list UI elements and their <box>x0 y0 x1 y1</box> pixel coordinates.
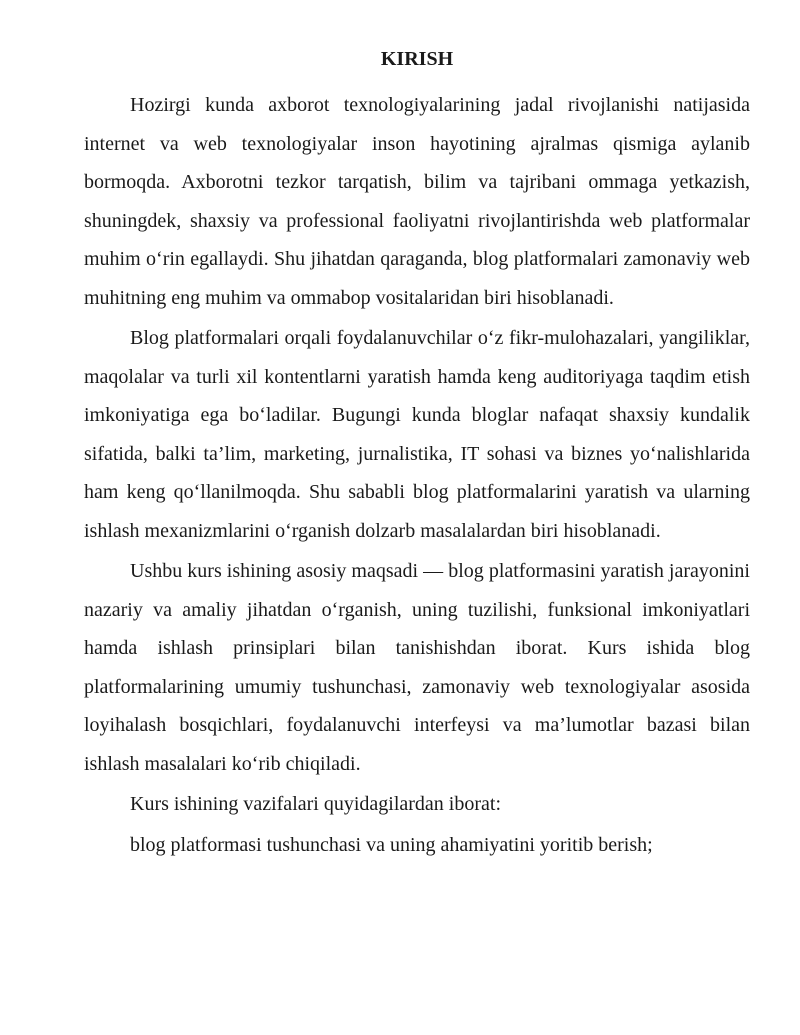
paragraph-task-item: blog platformasi tushunchasi va uning ahamiyatini yoritib berish; <box>130 833 653 856</box>
paragraph-intro: Hozirgi kunda axborot texnologiyalarining jadal rivojlanishi natijasida internet va web texnologiyalar inson hayotining ajralmas qismiga aylanib bormoqda. Axborotni tezkor tarqatish, bilim va tajribani ommaga yetkazish, shuningdek, shaxsiy va professional faoliyatni rivojlantirishda web platformalar muhim o‘rin egallaydi. Shu jihatdan qaraganda, blog platformalari zamonaviy web muhitning eng muhim va ommabop vositalaridan biri hisoblanadi. <box>84 94 750 309</box>
paragraph-course-goal: Ushbu kurs ishining asosiy maqsadi — blog platformasini yaratish jarayonini nazariy va amaliy jihatdan o‘rganish, uning tuzilishi, funksional imkoniyatlari hamda ishlash prinsiplari bilan tanishishdan iborat. Kurs ishida blog platformalarining umumiy tushunchasi, zamonaviy web texnologiyalar asosida loyihalash bosqichlari, foydalanuvchi interfeysi va ma’lumotlar bazasi bilan ishlash masalalari ko‘rib chiqiladi. <box>84 560 750 775</box>
paragraph-blog-platforms: Blog platformalari orqali foydalanuvchilar o‘z fikr-mulohazalari, yangiliklar, maqolalar va turli xil kontentlarni yaratish hamda keng auditoriyaga taqdim etish imkoniyatiga ega bo‘ladilar. Bugungi kunda bloglar nafaqat shaxsiy kundalik sifatida, balki ta’lim, marketing, jurnalistika, IT sohasi va biznes yo‘nalishlarida ham keng qo‘llanilmoqda. Shu sababli blog platformalarini yaratish va ularning ishlash mexanizmlarini o‘rganish dolzarb masalalardan biri hisoblanadi. <box>84 327 750 542</box>
document-page <box>84 44 750 866</box>
section-title: KIRISH <box>380 48 454 70</box>
paragraph-tasks-heading: Kurs ishining vazifalari quyidagilardan iborat: <box>130 793 502 815</box>
